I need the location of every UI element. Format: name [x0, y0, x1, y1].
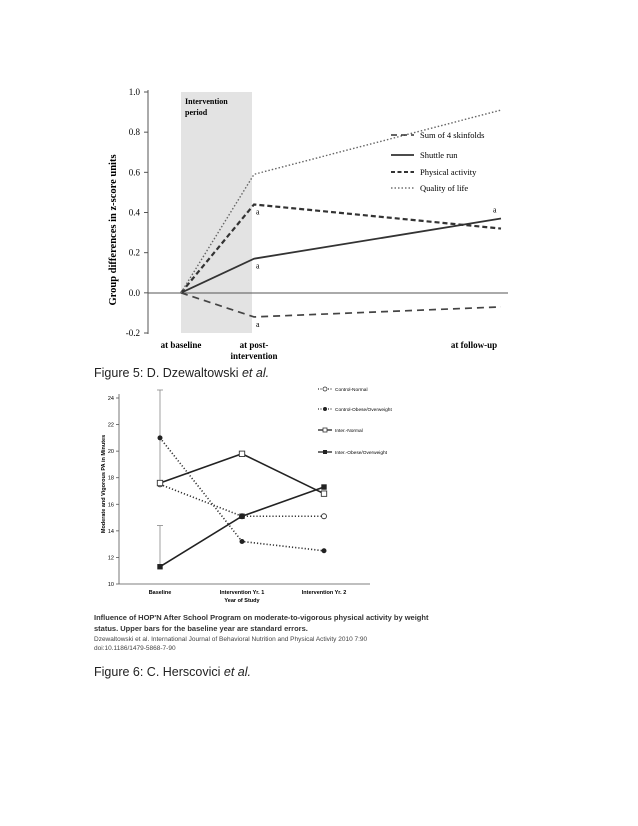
- x-axis-title-6: Year of Study: [224, 598, 260, 604]
- y-tick-label: 0.0: [128, 287, 140, 298]
- figure-6-legend: [318, 387, 392, 456]
- y-tick-label-6: 10: [107, 582, 114, 588]
- series6-point-inter-obese-overweight: [239, 514, 244, 519]
- intervention-period-label-1: Intervention: [185, 97, 228, 106]
- caption-5-italic: et al.: [241, 366, 270, 380]
- y-tick-label-6: 12: [107, 555, 114, 562]
- figure-5-chart: [96, 80, 516, 365]
- x-label-6-yr1: Intervention Yr. 1: [219, 590, 265, 596]
- series6-point-inter-normal: [321, 491, 326, 496]
- series6-point-control-obese-overweight: [158, 435, 163, 440]
- legend-label-physical: Physical activity: [420, 167, 477, 177]
- caption-5-text: Figure 5: D. Dzewaltowski: [94, 366, 242, 380]
- figure-6-chart: [90, 384, 450, 609]
- legend6-marker-inter-normal: [323, 428, 327, 432]
- series6-line-inter-normal: [160, 454, 324, 494]
- series6-point-control-obese-overweight: [322, 548, 327, 553]
- intervention-period-label-2: period: [185, 108, 208, 117]
- intervention-period-shading: [181, 92, 252, 333]
- y-tick-label-6: 22: [107, 422, 114, 429]
- caption-figure-5: [94, 366, 269, 380]
- x-label-6-yr2: Intervention Yr. 2: [301, 590, 347, 596]
- y-tick-label-6: 20: [107, 449, 114, 456]
- series6-point-inter-obese-overweight: [157, 564, 162, 569]
- x-label-post-1: at post-: [239, 340, 269, 350]
- y-tick-label-6: 24: [107, 396, 114, 402]
- y-tick-label: -0.2: [125, 328, 140, 338]
- y-tick-label-6: 18: [107, 475, 114, 482]
- significance-marker: a: [493, 205, 497, 215]
- y-tick-label: 0.4: [128, 207, 140, 218]
- caption-6-italic: et al.: [223, 665, 252, 679]
- x-label-post-2: intervention: [230, 351, 278, 361]
- y-tick-label: 0.8: [128, 127, 140, 138]
- y-tick-label-6: 14: [107, 528, 114, 535]
- x-label-baseline: at baseline: [160, 340, 202, 350]
- figure-6-citation-1: Dzewaltowski et al. International Journal of Behavioral Nutrition and Physical Activity 2010 7:90: [94, 636, 368, 643]
- series6-point-control-obese-overweight: [240, 539, 245, 544]
- legend6-marker-control-normal: [323, 387, 327, 391]
- legend6-label-inter-normal: Inter.-Normal: [335, 429, 363, 434]
- legend6-label-control-obese: Control-Obese/Overweight: [335, 408, 392, 413]
- x-label-followup: at follow-up: [450, 340, 498, 350]
- caption-figure-6: [94, 665, 251, 679]
- legend-label-quality: Quality of life: [420, 183, 469, 193]
- legend6-label-control-normal: Control-Normal: [335, 388, 368, 393]
- figure-5-legend: [391, 130, 484, 193]
- x-label-6-baseline: Baseline: [148, 590, 172, 596]
- y-tick-label: 0.6: [128, 167, 140, 178]
- legend6-label-inter-obese: Inter.-Obese/Overweight: [335, 451, 387, 456]
- y-axis-label: Group differences in z-score units: [108, 154, 119, 306]
- legend-label-shuttle: Shuttle run: [420, 150, 458, 160]
- figure-6-note-title: Influence of HOP'N After School Program on moderate-to-vigorous physical activity by weight: [94, 613, 429, 622]
- legend-label-skinfolds: Sum of 4 skinfolds: [420, 130, 485, 140]
- series6-line-control-normal: [160, 484, 324, 516]
- legend6-marker-inter-obese: [323, 450, 327, 454]
- y-tick-label: 0.2: [128, 247, 140, 258]
- significance-marker: a: [256, 207, 260, 217]
- y-tick-label: 1.0: [128, 87, 140, 97]
- y-axis-label-6: Moderate and Vigorous PA in Minutes: [101, 434, 107, 534]
- legend6-marker-control-obese: [323, 407, 327, 411]
- figure-6-citation-2: doi:10.1186/1479-5868-7-90: [94, 645, 176, 652]
- figure-6-note-line2: status. Upper bars for the baseline year are standard errors.: [94, 624, 308, 633]
- series6-point-inter-normal: [239, 451, 244, 456]
- significance-marker: a: [256, 261, 260, 271]
- series6-point-inter-obese-overweight: [321, 484, 326, 489]
- caption-6-text: Figure 6: C. Herscovici: [94, 665, 224, 679]
- series6-point-inter-normal: [157, 480, 162, 485]
- significance-marker: a: [256, 319, 260, 329]
- series6-point-control-normal: [322, 514, 327, 519]
- series6-line-inter-obese-overweight: [160, 487, 324, 567]
- y-tick-label-6: 16: [107, 502, 114, 509]
